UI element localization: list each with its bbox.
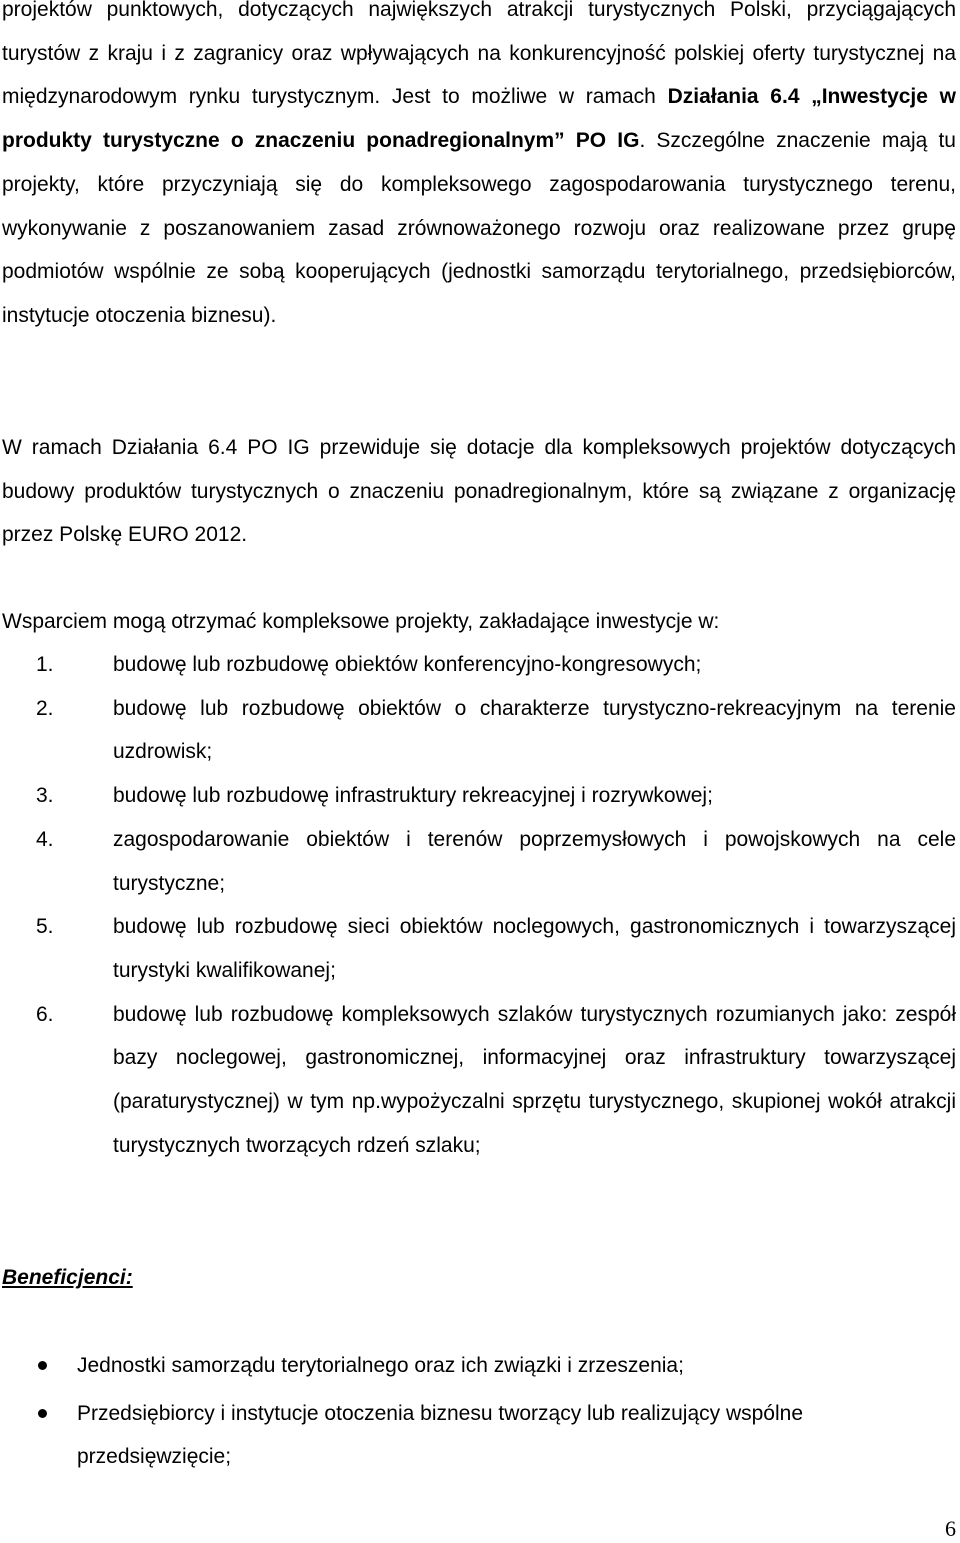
list-item-text: budowę lub rozbudowę sieci obiektów noclegowych, gastronomicznych i towarzyszącej turystyki kwalifikowanej; [113,915,956,982]
bullet-icon [38,1361,47,1370]
list-item [2,687,956,774]
intro-paragraph [2,0,956,338]
list-number: 6. [36,1002,54,1026]
beneficiary-text: Przedsiębiorcy i instytucje otoczenia biznesu tworzący lub realizujący wspólne przedsięwzięcie; [77,1401,804,1469]
paragraph-wsparcie: Wsparciem mogą otrzymać kompleksowe projekty, zakładające inwestycje w: [2,610,720,633]
beneficiaries-list [2,1344,956,1479]
beneficiary-text: Jednostki samorządu terytorialnego oraz ich związki i zrzeszenia; [77,1354,684,1377]
list-item [2,993,956,1168]
list-number: 3. [36,784,54,808]
list-item [2,818,956,905]
list-item [2,643,956,687]
intro-text-a: projektów punktowych, dotyczących największych atrakcji turystycznych Polski, przyciągających turystów z kraju i z zagranicy oraz wpływających na konkurencyjność polskiej oferty turystycznej na międzynarodowym rynku turystycznym. Jest to możliwe w ramach [2,0,956,109]
beneficiary-item [2,1344,956,1388]
list-item-text: budowę lub rozbudowę infrastruktury rekreacyjnej i rozrywkowej; [113,784,713,808]
list-item [2,905,956,992]
intro-text-b: . Szczególne znaczenie mają tu projekty, które przyczyniają się do kompleksowego zagospodarowania turystycznego terenu, wykonywanie z poszanowaniem zasad zrównoważonego rozwoju oraz realizowane przez grupę podmiotów wspólnie ze sobą kooperujących (jednostki samorządu terytorialnego, przedsiębiorców, instytucje otoczenia biznesu). [2,129,956,327]
bullet-icon [38,1409,47,1418]
page-number: 6 [945,1516,956,1541]
list-number: 5. [36,915,54,939]
intro-bold-reference: Działania 6.4 „Inwestycje w produkty turystyczne o znaczeniu ponadregionalnym” PO IG [2,85,956,153]
beneficiary-item [2,1392,956,1479]
list-item-text: budowę lub rozbudowę kompleksowych szlaków turystycznych rozumianych jako: zespół bazy noclegowej, gastronomicznej, informacyjnej oraz infrastruktury towarzyszącej (paraturystycznej) w tym np.wypożyczalni sprzętu turystycznego, skupionej wokół atrakcji turystycznych tworzących rdzeń szlaku; [113,1002,956,1157]
list-number: 2. [36,696,54,720]
list-item [2,774,956,818]
list-item-text: zagospodarowanie obiektów i terenów poprzemysłowych i powojskowych na cele turystyczne; [113,827,956,895]
investment-list [2,643,956,1167]
list-number: 1. [36,653,54,676]
beneficiaries-heading: Beneficjenci: [2,1266,133,1289]
paragraph-dzialanie: W ramach Działania 6.4 PO IG przewiduje się dotacje dla kompleksowych projektów dotyczących budowy produktów turystycznych o znaczeniu ponadregionalnym, które są związane z organizację przez Polskę EURO 2012. [2,436,956,547]
list-item-text: budowę lub rozbudowę obiektów o charakterze turystyczno-rekreacyjnym na terenie uzdrowisk; [113,696,956,764]
list-number: 4. [36,827,54,851]
list-item-text: budowę lub rozbudowę obiektów konferencyjno-kongresowych; [113,653,702,676]
